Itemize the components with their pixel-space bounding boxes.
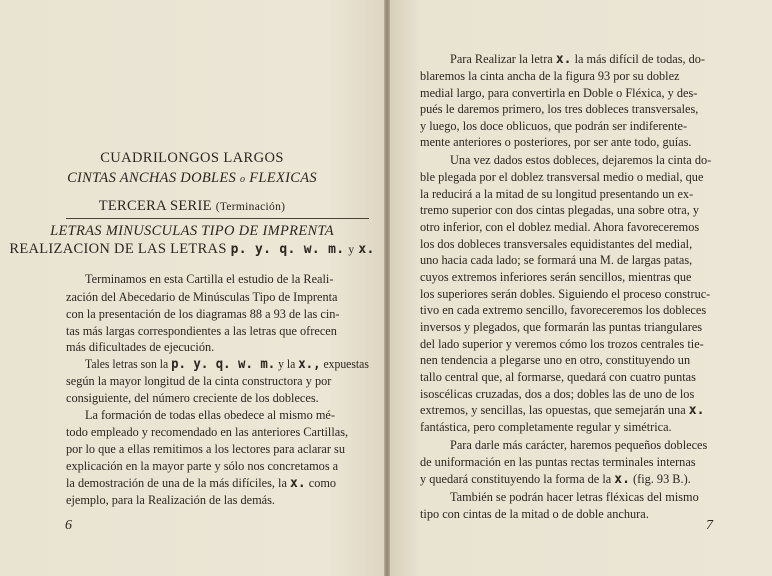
text-line: tallo central que, al formarse, quedará con cuatro puntas: [420, 370, 696, 384]
rp2-text: extremos, y sencillas, las opuestas, que semejarán una: [420, 403, 686, 417]
text-line: los dos dobleces transversales equidistantes del medial,: [420, 237, 693, 251]
text-line: consiguiente, del número creciente de los dobleces.: [66, 391, 319, 405]
page-number-left: 6: [65, 518, 72, 533]
heading-cintas-anchas: [0, 170, 384, 187]
subtitle-y: y: [348, 244, 355, 256]
rp2-x: x.: [688, 403, 705, 418]
text-line: La formación de todas ellas obedece al mismo mé-: [85, 408, 335, 422]
text-line-with-x: [420, 472, 691, 487]
text-line: por lo que a ellas remitimos a los lectores para aclarar su: [66, 442, 345, 456]
heading-cintas-main: CINTAS ANCHAS DOBLES: [67, 170, 237, 186]
text-line: la reducirá a la mitad de su longitud presentando un ex-: [420, 187, 694, 201]
text-line: uno hacia cada lado; se formará una M. de largas patas,: [420, 253, 693, 267]
rp3-text-b: (fig. 93 B.).: [633, 472, 691, 486]
text-line: inversos y plegados, que formarán las puntas triangulares: [420, 320, 703, 334]
text-line: Para darle más carácter, haremos pequeños dobleces: [450, 438, 708, 452]
text-line: de uniformación en las puntas rectas terminales internas: [420, 455, 696, 469]
text-line: los superiores serán dobles. Siguiendo el proceso construc-: [420, 287, 711, 301]
text-line: del lado superior y veremos cómo los trozos centrales tie-: [420, 337, 704, 351]
text-line: tipo con cintas de la mitad o de doble anchura.: [420, 507, 649, 521]
text-line: con la presentación de los diagramas 88 a 93 de las cin-: [66, 307, 340, 321]
heading-cintas-o: o: [240, 174, 246, 185]
text-line: mente anteriores o posteriores, por ser ante todo, guías.: [420, 135, 692, 149]
p2-text-a: Tales letras son la: [85, 357, 169, 371]
divider-rule: [66, 218, 369, 219]
text-line: Una vez dados estos dobleces, dejaremos la cinta do-: [450, 153, 712, 167]
text-line: tremo superior con dos cintas plegadas, una sobre otra, y: [420, 203, 699, 217]
text-line-with-letters: [85, 357, 369, 372]
p3-text: la demostración de una de la más difíciles, la: [66, 476, 287, 490]
rp1-x: x.: [555, 52, 572, 67]
p2-x: x.,: [298, 357, 321, 372]
subtitle-x: x.: [358, 242, 375, 257]
text-line: nen tendencia a plegarse uno en otro, constituyendo un: [420, 353, 691, 367]
p3-x: x.: [290, 476, 306, 491]
subtitle-realizacion: [0, 241, 384, 258]
rp1-text-b: la más difícil de todas, do-: [574, 52, 706, 66]
subtitle-letters: p. y. q. w. m.: [230, 242, 345, 257]
text-line: según la mayor longitud de la cinta constructora y por: [66, 374, 332, 388]
text-line: ejemplo, para la Realización de las demás.: [66, 493, 275, 507]
left-page: [0, 0, 384, 576]
heading-cuadrilongos: CUADRILONGOS LARGOS: [100, 150, 284, 166]
subtitle-letras-minusculas: LETRAS MINUSCULAS TIPO DE IMPRENTA: [50, 223, 334, 239]
text-line: más dificultades de ejecución.: [66, 340, 215, 354]
serie-paren: (Terminación): [215, 201, 286, 213]
text-line: Terminamos en esta Cartilla el estudio de la Reali-: [85, 272, 334, 286]
text-line: otro inferior, con el doblez medial. Ahora favoreceremos: [420, 220, 700, 234]
heading-serie: [0, 198, 384, 215]
text-line: pués le daremos primero, los tres dobleces transversales,: [420, 102, 699, 116]
heading-cintas-end: FLEXICAS: [249, 170, 317, 186]
p2-y: y la: [278, 357, 296, 371]
p2-text-b: expuestas: [323, 357, 369, 371]
serie-main: TERCERA SERIE: [98, 198, 212, 214]
text-line: tas más largas correspondientes a las letras que ofrecen: [66, 324, 337, 338]
text-line-with-x: [450, 52, 705, 67]
text-line: tivo en cada extremo sencillo, favoreceremos los dobleces: [420, 303, 707, 317]
subtitle-realizacion-text: REALIZACION DE LAS LETRAS: [9, 241, 227, 257]
p2-letters: p. y. q. w. m.: [171, 357, 276, 372]
rp3-x: x.: [614, 472, 630, 487]
text-line: explicación en la mayor parte y sólo nos concretamos a: [66, 459, 339, 473]
rp1-text-a: Para Realizar la letra: [450, 52, 553, 66]
text-line: isoscélicas cruzadas, dos a dos; dobles las de uno de los: [420, 387, 695, 401]
right-page: [390, 0, 772, 576]
text-line: y luego, los doce oblicuos, que podrán ser indiferente-: [420, 119, 688, 133]
text-line: fantástica, pero completamente regular y simétrica.: [420, 420, 672, 434]
page-number-right: 7: [706, 518, 713, 533]
text-line: todo empleado y recomendado en las anteriores Cartillas,: [66, 425, 349, 439]
rp3-text-a: y quedará constituyendo la forma de la: [420, 472, 612, 486]
text-line: zación del Abecedario de Minúsculas Tipo de Imprenta: [66, 290, 338, 304]
p3-end: como: [308, 476, 337, 490]
text-line: medial largo, para convertirla en Doble o Fléxica, y des-: [420, 86, 698, 100]
text-line: cuyos extremos inferiores serán sencillos, mientras que: [420, 270, 692, 284]
text-line: También se podrán hacer letras fléxicas del mismo: [450, 490, 699, 504]
text-line-with-x: [66, 476, 336, 491]
text-line: blaremos la cinta ancha de la figura 93 por su doblez: [420, 69, 680, 83]
text-line: ble plegada por el doblez transversal medio o medial, que: [420, 170, 704, 184]
text-line-with-x: [420, 403, 704, 418]
